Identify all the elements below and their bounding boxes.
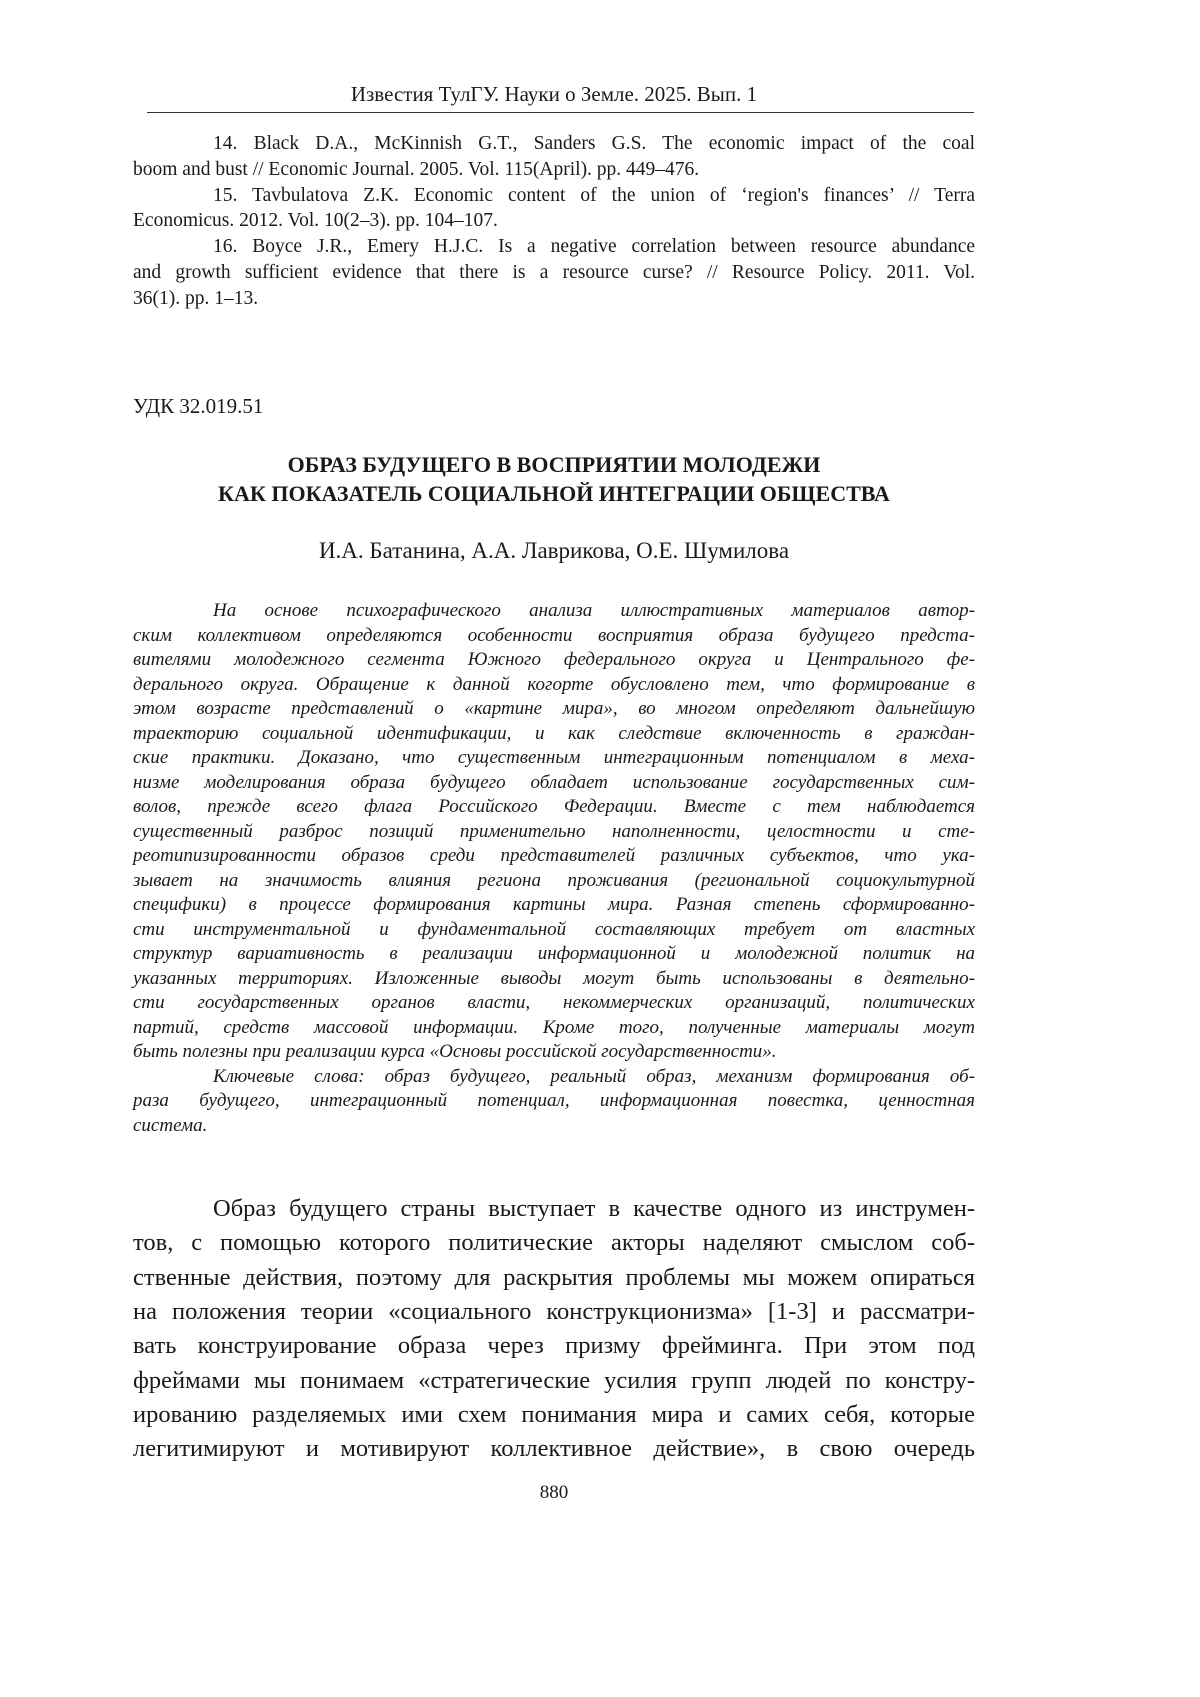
page-number: 880 bbox=[539, 1482, 569, 1503]
abstract-line: дерального округа. Обращение к данной когорте обусловлено тем, что формирование в bbox=[133, 673, 975, 695]
abstract-line: волов, прежде всего флага Российского Федерации. Вместе с тем наблюдается bbox=[133, 796, 975, 817]
body-line: фреймами мы понимаем «стратегические усилия групп людей по констру- bbox=[133, 1366, 975, 1394]
reference-line: 16. Boyce J.R., Emery H.J.C. Is a negative correlation between resource abundance bbox=[213, 236, 975, 258]
reference-line: boom and bust // Economic Journal. 2005. Vol. 115(April). pp. 449–476. bbox=[133, 158, 700, 180]
abstract-line: указанных территориях. Изложенные выводы могут быть использованы в деятельно- bbox=[133, 967, 975, 989]
udk-code: УДК 32.019.51 bbox=[133, 394, 264, 418]
abstract-line: сти инструментальной и фундаментальной составляющих требует от властных bbox=[133, 918, 975, 940]
abstract-line: партий, средств массовой информации. Кроме того, полученные материалы могут bbox=[133, 1016, 975, 1038]
abstract-line: реотипизированности образов среди представителей различных субъектов, что ука- bbox=[133, 845, 975, 866]
reference-line: 15. Tavbulatova Z.K. Economic content of the union of ‘region's finances’ // Terra bbox=[213, 184, 975, 206]
body-line: ственные действия, поэтому для раскрытия проблемы мы можем опираться bbox=[133, 1263, 975, 1291]
abstract-line: ские практики. Доказано, что существенным интеграционным потенциалом в меха- bbox=[133, 747, 975, 768]
abstract-line: Ключевые слова: образ будущего, реальный образ, механизм формирования об- bbox=[213, 1065, 975, 1087]
article-authors: И.А. Батанина, А.А. Лаврикова, О.Е. Шумилова bbox=[318, 538, 790, 563]
reference-line: Economicus. 2012. Vol. 10(2–3). pp. 104–107. bbox=[133, 210, 498, 232]
body-line: ированию разделяемых ими схем понимания мира и самих себя, которые bbox=[133, 1400, 975, 1428]
article-title-line-2: КАК ПОКАЗАТЕЛЬ СОЦИАЛЬНОЙ ИНТЕГРАЦИИ ОБЩЕСТВА bbox=[218, 481, 890, 506]
reference-line: and growth sufficient evidence that there is a resource curse? // Resource Policy. 2011. Vol. bbox=[133, 262, 975, 283]
abstract-line: этом возрасте представлений о «картине мира», во многом определяют дальнейшую bbox=[133, 698, 975, 719]
reference-line: 36(1). pp. 1–13. bbox=[133, 287, 259, 309]
body-line: Образ будущего страны выступает в качестве одного из инструмен- bbox=[213, 1195, 975, 1222]
abstract-line: существенный разброс позиций применительно наполненности, целостности и сте- bbox=[133, 820, 975, 842]
abstract-line: траекторию социальной идентификации, и как следствие включенность в граждан- bbox=[133, 722, 975, 744]
running-header: Известия ТулГУ. Науки о Земле. 2025. Вып. 1 bbox=[350, 82, 758, 106]
article-title-line-1: ОБРАЗ БУДУЩЕГО В ВОСПРИЯТИИ МОЛОДЕЖИ bbox=[287, 452, 821, 477]
abstract-line: зывает на значимость влияния региона проживания (региональной социокультурной bbox=[133, 869, 975, 891]
abstract-line: система. bbox=[133, 1114, 208, 1136]
body-line: легитимируют и мотивируют коллективное действие», в свою очередь bbox=[133, 1435, 975, 1463]
abstract-line: сти государственных органов власти, некоммерческих организаций, политических bbox=[133, 992, 975, 1013]
abstract-line: ским коллективом определяются особенности восприятия образа будущего предста- bbox=[133, 624, 975, 646]
abstract-line: раза будущего, интеграционный потенциал, информационная повестка, ценностная bbox=[133, 1090, 975, 1111]
body-line: тов, с помощью которого политические акторы наделяют смыслом соб- bbox=[133, 1229, 975, 1257]
abstract-line: быть полезны при реализации курса «Основы российской государственности». bbox=[133, 1041, 777, 1062]
abstract-line: низме моделирования образа будущего обладает использование государственных сим- bbox=[133, 771, 975, 793]
body-line: вать конструирование образа через призму фрейминга. При этом под bbox=[133, 1332, 975, 1360]
abstract-line: структур вариативность в реализации информационной и молодежной политик на bbox=[133, 943, 975, 964]
abstract-line: вителями молодежного сегмента Южного федерального округа и Центрального фе- bbox=[133, 649, 975, 670]
header-rule bbox=[147, 112, 974, 113]
reference-line: 14. Black D.A., McKinnish G.T., Sanders G.S. The economic impact of the coal bbox=[213, 133, 975, 154]
abstract-line: На основе психографического анализа иллюстративных материалов автор- bbox=[213, 600, 975, 621]
body-line: на положения теории «социального конструкционизма» [1-3] и рассматри- bbox=[133, 1297, 975, 1325]
abstract-line: специфики) в процессе формирования картины мира. Разная степень сформированно- bbox=[133, 894, 975, 915]
